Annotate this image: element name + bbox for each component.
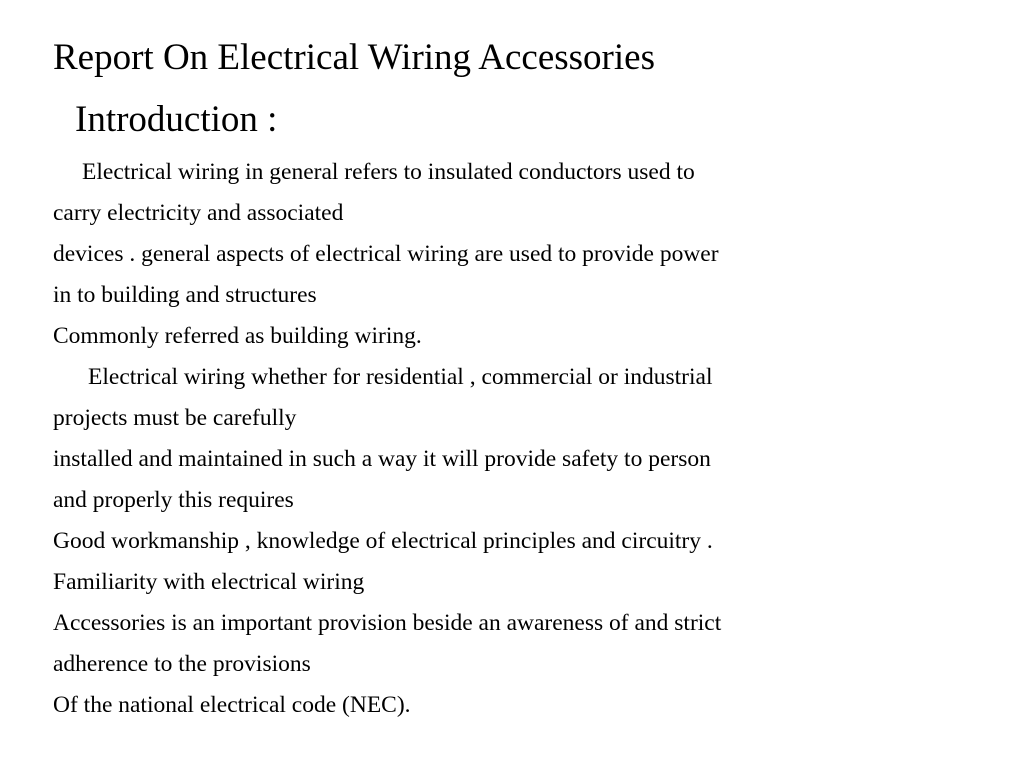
body-text-line: Commonly referred as building wiring. bbox=[53, 323, 422, 349]
body-text-line: projects must be carefully bbox=[53, 405, 297, 431]
body-text-line: Familiarity with electrical wiring bbox=[53, 569, 365, 595]
document-title: Report On Electrical Wiring Accessories bbox=[53, 37, 655, 78]
body-text-line: installed and maintained in such a way it will provide safety to person bbox=[53, 446, 711, 472]
body-text-line: Electrical wiring whether for residential , commercial or industrial bbox=[88, 364, 713, 390]
body-text-line: adherence to the provisions bbox=[53, 651, 311, 677]
body-text-line: Good workmanship , knowledge of electrical principles and circuitry . bbox=[53, 528, 713, 554]
body-text-line: and properly this requires bbox=[53, 487, 294, 513]
section-heading-introduction: Introduction : bbox=[75, 99, 278, 140]
document-body bbox=[53, 152, 993, 726]
body-text-line: carry electricity and associated bbox=[53, 200, 344, 226]
body-text-line: Accessories is an important provision beside an awareness of and strict bbox=[53, 610, 722, 636]
body-text-line: Of the national electrical code (NEC). bbox=[53, 692, 411, 718]
body-text-line: Electrical wiring in general refers to insulated conductors used to bbox=[82, 159, 695, 185]
body-text-line: devices . general aspects of electrical wiring are used to provide power bbox=[53, 241, 719, 267]
body-text-line: in to building and structures bbox=[53, 282, 317, 308]
